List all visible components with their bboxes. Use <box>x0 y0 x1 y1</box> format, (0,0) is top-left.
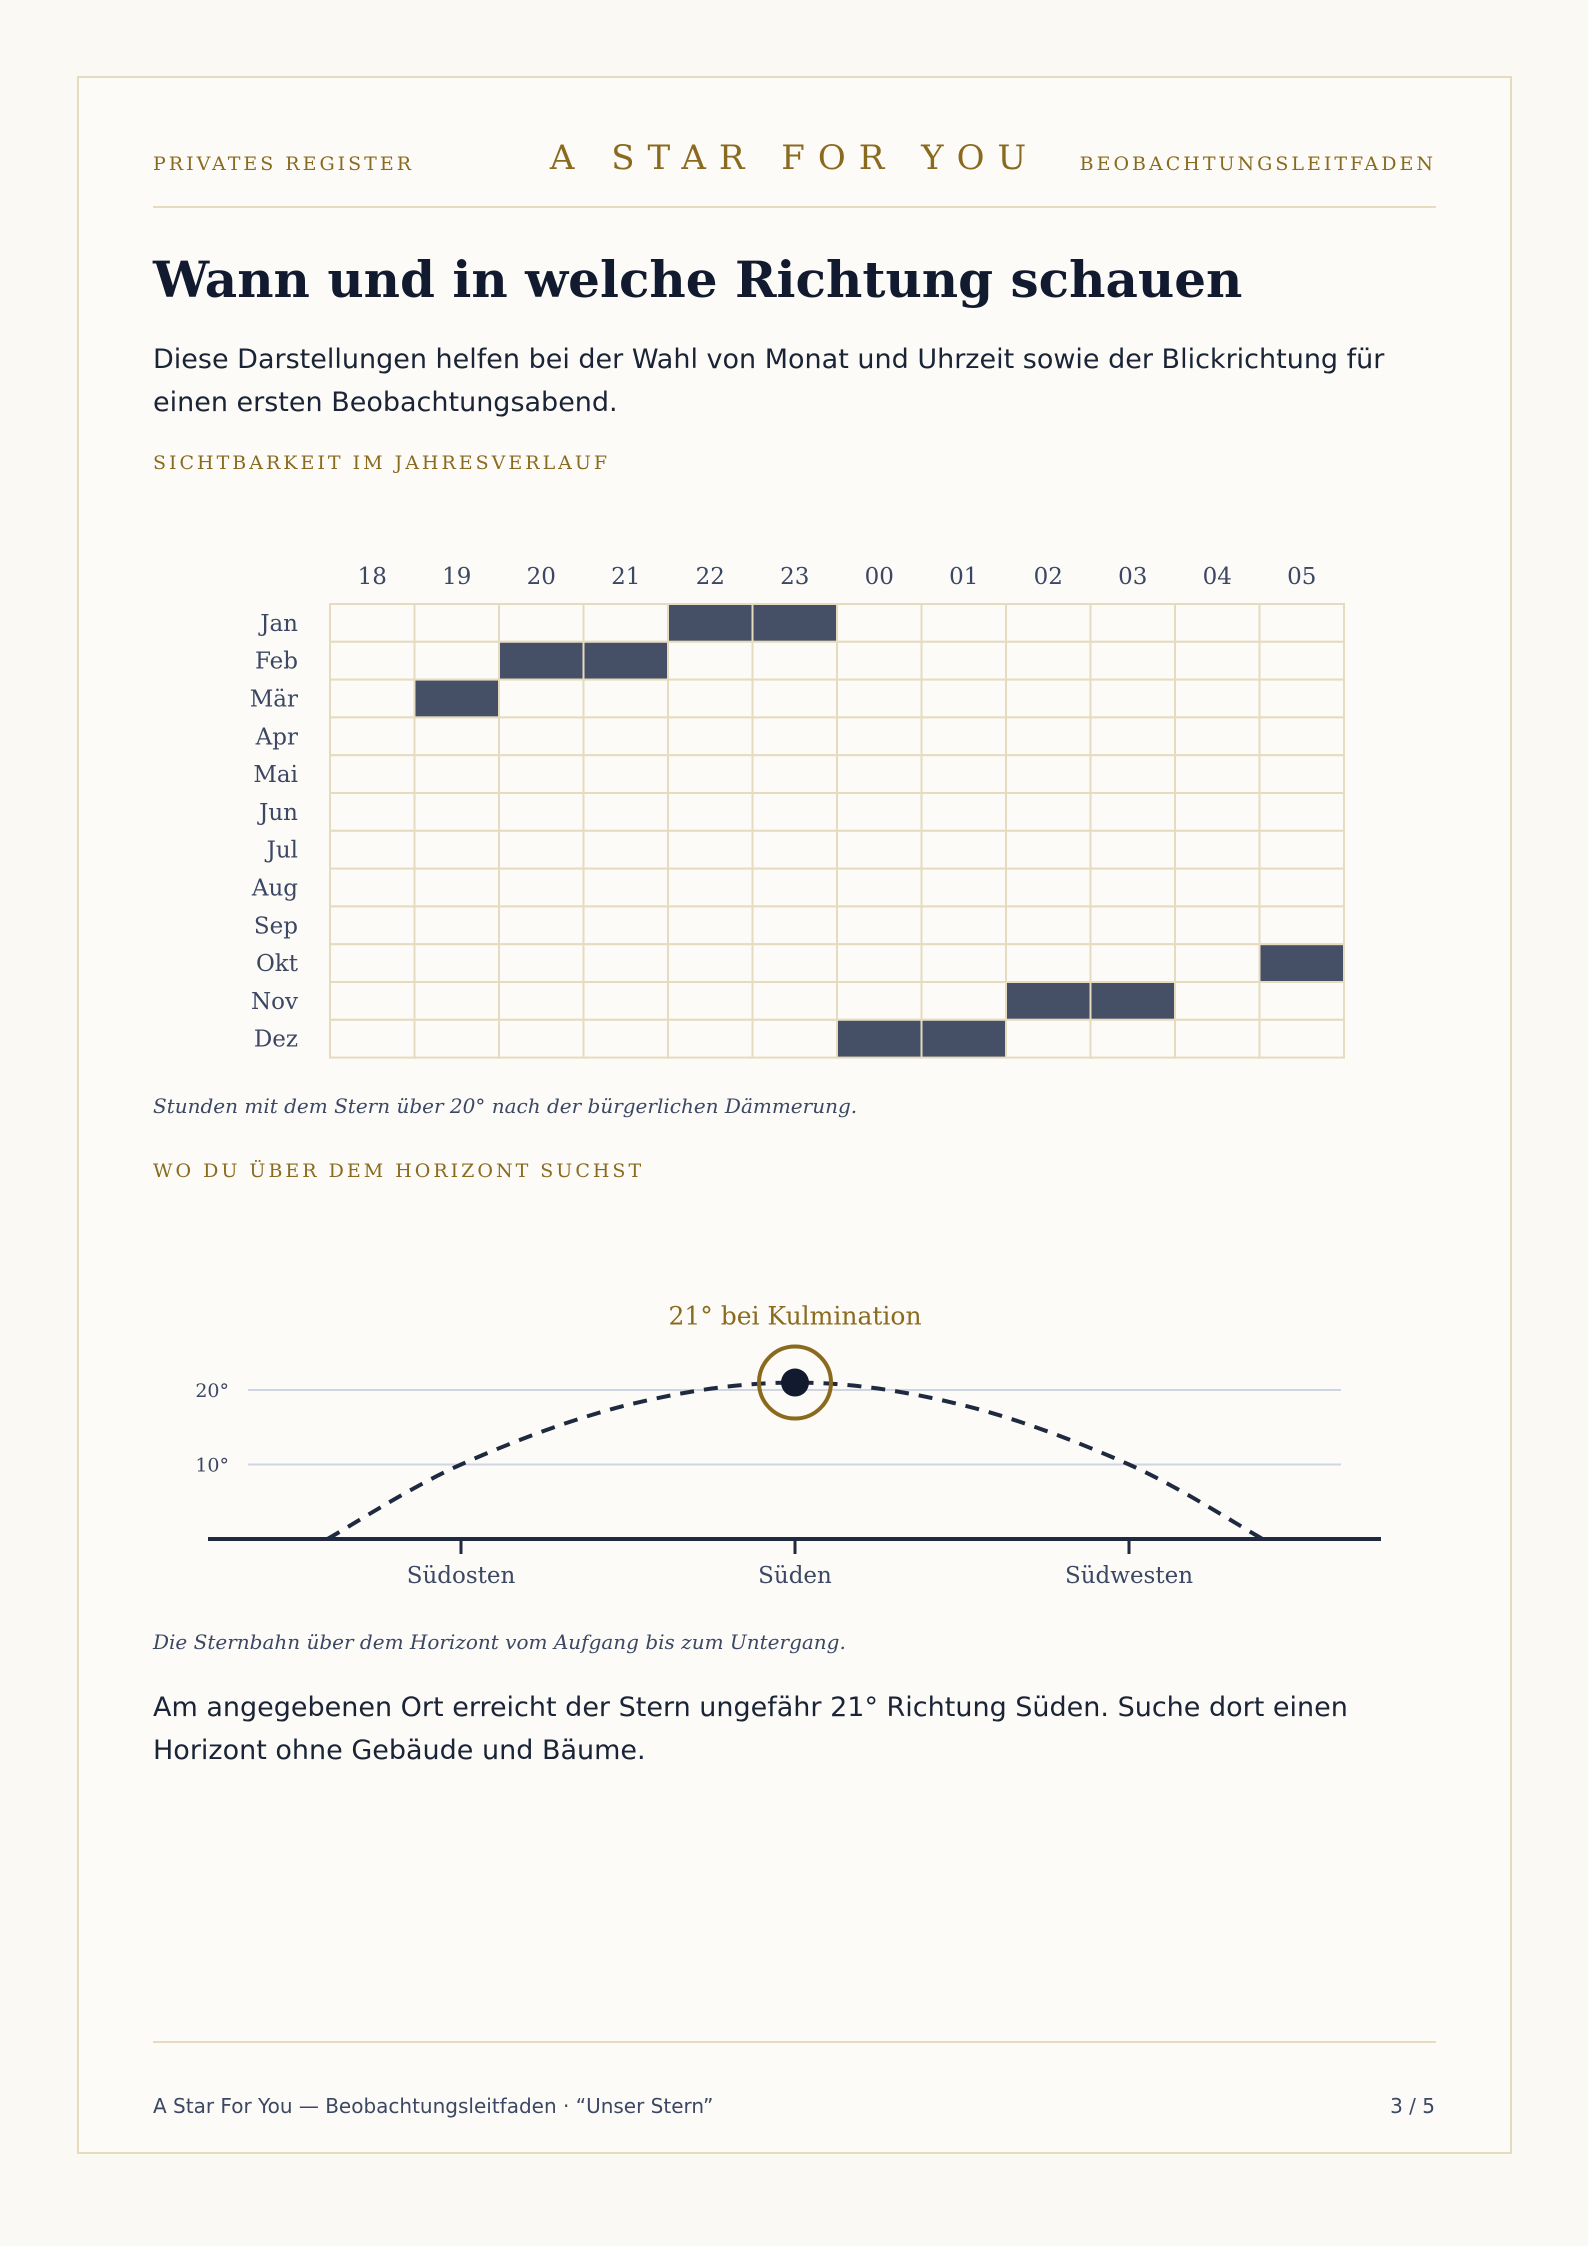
visible-hour-cell <box>1260 944 1345 982</box>
heatmap-cell <box>1260 680 1345 718</box>
heatmap-cell <box>1175 604 1260 642</box>
heatmap-cell <box>922 944 1007 982</box>
heatmap-cell <box>668 869 753 907</box>
heatmap-cell <box>1175 944 1260 982</box>
visible-hour-cell <box>1006 982 1091 1020</box>
heatmap-cell <box>837 944 922 982</box>
heatmap-cell <box>668 642 753 680</box>
heatmap-cell <box>1006 869 1091 907</box>
month-label: Okt <box>255 951 298 978</box>
heatmap-cell <box>415 831 500 869</box>
heatmap-cell <box>415 944 500 982</box>
heatmap-cell <box>1175 1020 1260 1058</box>
heatmap-cell <box>415 906 500 944</box>
heatmap-cell <box>499 906 584 944</box>
month-label: Aug <box>251 875 298 902</box>
visible-hour-cell <box>584 642 669 680</box>
heatmap-cell <box>1175 982 1260 1020</box>
heatmap-cell <box>1260 982 1345 1020</box>
header-left-label: PRIVATES REGISTER <box>153 153 415 175</box>
heatmap-cell <box>499 831 584 869</box>
visibility-caption: Stunden mit dem Stern über 20° nach der bürgerlichen Dämmerung. <box>153 1094 858 1118</box>
heatmap-cell <box>922 680 1007 718</box>
heatmap-cell <box>837 869 922 907</box>
header-right-label: BEOBACHTUNGSLEITFADEN <box>1079 153 1436 175</box>
heatmap-cell <box>499 982 584 1020</box>
heatmap-cell <box>922 906 1007 944</box>
heatmap-cell <box>330 831 415 869</box>
heatmap-cell <box>1260 755 1345 793</box>
heatmap-cell <box>584 793 669 831</box>
heatmap-cell <box>1175 906 1260 944</box>
heatmap-cell <box>922 831 1007 869</box>
star-path-line <box>327 1383 1262 1539</box>
page-title: Wann und in welche Richtung schauen <box>153 250 1243 309</box>
heatmap-cell <box>584 944 669 982</box>
page-header <box>153 138 1436 208</box>
heatmap-cell <box>837 755 922 793</box>
heatmap-cell <box>584 604 669 642</box>
heatmap-cell <box>1006 604 1091 642</box>
heatmap-cell <box>584 831 669 869</box>
heatmap-cell <box>1175 869 1260 907</box>
heatmap-cell <box>1175 755 1260 793</box>
heatmap-cell <box>922 982 1007 1020</box>
footer-title: A Star For You — Beobachtungsleitfaden · “Unser Stern” <box>153 2094 714 2118</box>
heatmap-cell <box>1260 1020 1345 1058</box>
heatmap-cell <box>415 869 500 907</box>
heatmap-cell <box>330 680 415 718</box>
heatmap-cell <box>1175 680 1260 718</box>
heatmap-cell <box>1006 755 1091 793</box>
heatmap-cell <box>1260 869 1345 907</box>
heatmap-cell <box>922 717 1007 755</box>
heatmap-cell <box>330 604 415 642</box>
heatmap-cell <box>1260 604 1345 642</box>
heatmap-cell <box>837 906 922 944</box>
heatmap-cell <box>668 1020 753 1058</box>
heatmap-cell <box>1006 944 1091 982</box>
heatmap-cell <box>1006 831 1091 869</box>
heatmap-cell <box>1091 869 1176 907</box>
heatmap-cell <box>668 793 753 831</box>
heatmap-cell <box>330 944 415 982</box>
visibility-heatmap <box>153 540 1436 1070</box>
brand-title: A STAR FOR YOU <box>549 138 1040 178</box>
hour-label: 21 <box>611 564 641 590</box>
heatmap-cell <box>753 906 838 944</box>
hour-label: 22 <box>695 564 725 590</box>
heatmap-cell <box>837 642 922 680</box>
month-label: Mai <box>253 762 298 789</box>
hour-label: 18 <box>357 564 387 590</box>
heatmap-cell <box>753 717 838 755</box>
heatmap-cell <box>753 680 838 718</box>
heatmap-cell <box>1260 642 1345 680</box>
heatmap-cell <box>668 982 753 1020</box>
heatmap-cell <box>1006 642 1091 680</box>
direction-label: Südosten <box>406 1563 516 1589</box>
heatmap-cell <box>415 755 500 793</box>
heatmap-cell <box>330 906 415 944</box>
heatmap-cell <box>1006 793 1091 831</box>
heatmap-cell <box>922 869 1007 907</box>
visible-hour-cell <box>753 604 838 642</box>
heatmap-cell <box>415 1020 500 1058</box>
visibility-section-label: SICHTBARKEIT IM JAHRESVERLAUF <box>153 452 611 474</box>
heatmap-cell <box>1091 906 1176 944</box>
heatmap-cell <box>1091 680 1176 718</box>
heatmap-cell <box>837 982 922 1020</box>
heatmap-cell <box>1175 793 1260 831</box>
heatmap-cell <box>584 680 669 718</box>
heatmap-cell <box>753 755 838 793</box>
heatmap-cell <box>922 604 1007 642</box>
heatmap-cell <box>837 604 922 642</box>
heatmap-cell <box>499 755 584 793</box>
visible-hour-cell <box>922 1020 1007 1058</box>
heatmap-cell <box>1091 755 1176 793</box>
hour-label: 02 <box>1033 564 1063 590</box>
hour-label: 03 <box>1118 564 1148 590</box>
heatmap-cell <box>837 717 922 755</box>
month-label: Nov <box>251 988 298 1015</box>
heatmap-cell <box>1091 642 1176 680</box>
heatmap-cell <box>415 717 500 755</box>
hour-label: 19 <box>442 564 472 590</box>
heatmap-cell <box>753 1020 838 1058</box>
heatmap-cell <box>753 944 838 982</box>
heatmap-cell <box>1091 944 1176 982</box>
heatmap-cell <box>1006 1020 1091 1058</box>
heatmap-cell <box>584 1020 669 1058</box>
month-label: Jun <box>259 799 298 826</box>
heatmap-cell <box>1091 604 1176 642</box>
hour-label: 20 <box>526 564 556 590</box>
heatmap-cell <box>330 717 415 755</box>
heatmap-cell <box>837 831 922 869</box>
star-marker <box>781 1369 809 1397</box>
heatmap-cell <box>753 793 838 831</box>
heatmap-cell <box>922 793 1007 831</box>
intro-text: Diese Darstellungen helfen bei der Wahl von Monat und Uhrzeit sowie der Blickrichtung für einen ersten Beobachtungsabend. <box>153 344 1385 418</box>
footer-divider <box>153 2041 1436 2043</box>
heatmap-cell <box>753 642 838 680</box>
heatmap-cell <box>499 869 584 907</box>
hour-label: 00 <box>864 564 894 590</box>
heatmap-cell <box>1091 831 1176 869</box>
heatmap-cell <box>499 793 584 831</box>
altitude-tick-label: 10° <box>195 1454 229 1477</box>
heatmap-cell <box>753 831 838 869</box>
visible-hour-cell <box>1091 982 1176 1020</box>
hour-label: 04 <box>1202 564 1232 590</box>
heatmap-cell <box>753 869 838 907</box>
heatmap-cell <box>1006 680 1091 718</box>
page-number: 3 / 5 <box>1390 2094 1435 2118</box>
horizon-section-label: WO DU ÜBER DEM HORIZONT SUCHST <box>153 1160 645 1182</box>
heatmap-cell <box>753 982 838 1020</box>
heatmap-cell <box>415 604 500 642</box>
direction-label: Südwesten <box>1064 1563 1194 1589</box>
heatmap-cell <box>330 755 415 793</box>
horizon-caption: Die Sternbahn über dem Horizont vom Aufgang bis zum Untergang. <box>153 1630 846 1654</box>
heatmap-cell <box>499 717 584 755</box>
altitude-tick-label: 20° <box>195 1380 229 1402</box>
month-label: Sep <box>253 913 298 940</box>
hour-label: 23 <box>780 564 810 590</box>
heatmap-cell <box>330 1020 415 1058</box>
heatmap-cell <box>922 755 1007 793</box>
hour-label: 05 <box>1287 564 1317 590</box>
heatmap-cell <box>668 755 753 793</box>
heatmap-cell <box>668 831 753 869</box>
heatmap-cell <box>668 680 753 718</box>
culmination-label: 21° bei Kulmination <box>668 1301 922 1331</box>
heatmap-cell <box>499 680 584 718</box>
heatmap-cell <box>330 642 415 680</box>
heatmap-cell <box>415 793 500 831</box>
visible-hour-cell <box>668 604 753 642</box>
direction-label: Süden <box>758 1563 832 1589</box>
heatmap-cell <box>1175 717 1260 755</box>
horizon-chart <box>153 1290 1436 1610</box>
month-label: Feb <box>254 648 298 675</box>
heatmap-cell <box>330 793 415 831</box>
heatmap-cell <box>837 680 922 718</box>
visible-hour-cell <box>499 642 584 680</box>
heatmap-cell <box>1006 717 1091 755</box>
heatmap-cell <box>499 604 584 642</box>
heatmap-cell <box>584 869 669 907</box>
visible-hour-cell <box>837 1020 922 1058</box>
heatmap-cell <box>1091 793 1176 831</box>
month-label: Apr <box>255 724 298 751</box>
heatmap-cell <box>1006 906 1091 944</box>
heatmap-cell <box>922 642 1007 680</box>
heatmap-cell <box>584 755 669 793</box>
heatmap-cell <box>1175 831 1260 869</box>
heatmap-cell <box>1091 717 1176 755</box>
month-label: Dez <box>253 1026 298 1053</box>
heatmap-cell <box>668 944 753 982</box>
heatmap-cell <box>330 982 415 1020</box>
heatmap-cell <box>1260 906 1345 944</box>
heatmap-cell <box>1260 831 1345 869</box>
heatmap-cell <box>584 906 669 944</box>
heatmap-cell <box>584 982 669 1020</box>
heatmap-cell <box>1175 642 1260 680</box>
month-label: Mär <box>249 686 298 713</box>
heatmap-cell <box>1260 793 1345 831</box>
hour-label: 01 <box>949 564 979 590</box>
heatmap-cell <box>415 982 500 1020</box>
visible-hour-cell <box>415 680 500 718</box>
heatmap-cell <box>668 906 753 944</box>
heatmap-cell <box>1260 717 1345 755</box>
month-label: Jul <box>266 837 298 864</box>
heatmap-cell <box>837 793 922 831</box>
heatmap-cell <box>415 642 500 680</box>
heatmap-cell <box>1091 1020 1176 1058</box>
heatmap-cell <box>330 869 415 907</box>
month-label: Jan <box>260 610 298 637</box>
heatmap-cell <box>499 1020 584 1058</box>
heatmap-cell <box>584 717 669 755</box>
heatmap-cell <box>668 717 753 755</box>
closing-text: Am angegebenen Ort erreicht der Stern ungefähr 21° Richtung Süden. Suche dort einen Horizont ohne Gebäude und Bäume. <box>153 1692 1348 1766</box>
heatmap-cell <box>499 944 584 982</box>
